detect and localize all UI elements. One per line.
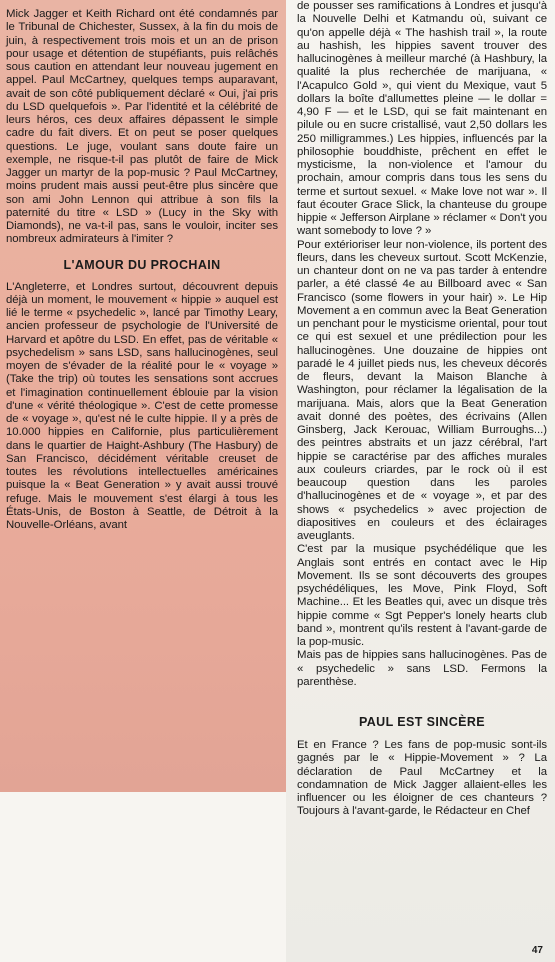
- right-paragraph-parenthese: Mais pas de hippies sans hallucinogènes. Pas de « psychedelic » sans LSD. Fermons la parenthèse.: [297, 649, 547, 688]
- section-heading-paul: PAUL EST SINCÈRE: [358, 715, 486, 729]
- right-column: [286, 0, 555, 962]
- left-paragraph-intro: Mick Jagger et Keith Richard ont été condamnés par le Tribunal de Chichester, Sussex, à la fin du mois de juin, à respectivement trois mois et un an de prison pour usage et détention de stupéfiants, puis relâchés sous caution en attendant leur nouveau jugement en appel. Paul McCartney, quelques temps auparavant, avait de son côté publiquement déclaré « Oui, j'ai pris du LSD quelquefois ». Par l'identité et la célébrité de leurs héros, ces deux affaires dépassent le simple cadre du fait divers. Et on peut se poser quelques questions. Le juge, voulant sans doute faire un exemple, ne risque-t-il pas plutôt de faire de Mick Jagger un martyr de la pop-music ? Paul McCartney, moins prudent mais aussi peut-être plus sincère que son ami John Lennon qui attribue à son fils la paternité du titre « LSD » (Lucy in the Sky with Diamonds), ne va-t-il pas, sans le vouloir, inciter ses nombreux admirateurs à l'imiter ?: [6, 8, 278, 246]
- right-paragraph-non-violence: Pour extérioriser leur non-violence, ils portent des fleurs, dans les cheveux surtout. Scott McKenzie, un chanteur dont on ne va pas tarder à entendre parler, a été classé 4e au Billboard avec « San Francisco (some flowers in your hair) ». Le Hip Movement a en commun avec la Beat Generation un penchant pour le mysticisme oriental, pour tout ce qui est sexuel et une prédilection pour les hallucinogènes. Une douzaine de hippies ont paradé le 4 juillet pieds nus, les cheveux décorés de fleurs, devant la Maison Blanche à Washington, pour réclamer la légalisation de la marijuana. Mais, alors que la Beat Generation avait donné des poètes, des écrivains (Allen Ginsberg, Jack Kerouac, William Burroughs...) des peintres abstraits et un jazz cérébral, l'art hippie se caractérise par des affiches murales aux couleurs criardes, par le rock où il est beaucoup question dans les paroles d'hallucinogènes et de « voyage », et par des shows « psychedelics » avec projection de diapositives en couleurs et des éclairages aveuglants.: [297, 238, 547, 542]
- right-paragraph-musique: C'est par la musique psychédélique que les Anglais sont entrés en contact avec le Hip Movement. Ils se sont découverts des groupes psychédéliques, les Move, Pink Floyd, Soft Machine... Et les Beatles qui, avec un disque très hippie comme « Sgt Pepper's lonely hearts club band », montrent qu'ils restent à l'avant-garde de la pop-music.: [297, 543, 547, 648]
- left-blank-area: [0, 792, 286, 962]
- left-paragraph-angleterre: L'Angleterre, et Londres surtout, découvrent depuis déjà un moment, le mouvement « hippie » auquel est lié le terme « psychedelic », lancé par Timothy Leary, ancien professeur de psychologie de l'Université de Harvard et apôtre du LSD. En effet, pas de véritable « psychedelism » sans LSD, sans hallucinogènes, seul moyen de s'évader de la réalité pour le « voyage » (Take the trip) où toutes les sensations sont accrues et l'imagination continuellement éblouie par la vision d'une « vérité théologique ». C'est de cette promesse de « voyage », qu'est né le culte hippie. Il y a près de 10.000 hippies en Californie, plus particulièrement dans le quartier de Haight-Ashbury (The Hasbury) de San Francisco, décidément véritable creuset de toutes les révolutions intellectuelles américaines puisque la « Beat Generation » y avait aussi trouvé refuge. Mais le mouvement s'est élargi à tous les États-Unis, de Boston à Seattle, de Détroit à la Nouvelle-Orléans, avant: [6, 280, 278, 531]
- section-heading-amour: L'AMOUR DU PROCHAIN: [63, 257, 221, 272]
- right-paragraph-france: Et en France ? Les fans de pop-music sont-ils gagnés par le « Hippie-Movement » ? La déclaration de Paul McCartney et la condamnation de Mick Jagger allaient-elles les influencer ou les éloigner de ces chanteurs ? Toujours à l'avant-garde, le Rédacteur en Chef: [297, 739, 547, 818]
- left-column: [0, 0, 286, 792]
- page-number: 47: [531, 945, 543, 956]
- right-paragraph-ramifications: de pousser ses ramifications à Londres et jusqu'à la Nouvelle Delhi et Katmandu où, suivant ce qu'on appelle déjà « The hashish trail », la route au hashish, les hippies savent trouver des hallucinogènes à meilleur marché (à Hashbury, la qualité la plus recherchée de marijuana, « l'Acapulco Gold », qui vient du Mexique, vaut 5 dollars la boîte d'allumettes pleine — le dollar = 4,90 F — et le LSD, qui se fait maintenant en pilule ou en sucre cristallisé, vaut 2,50 dollars les 250 milligrammes.) Les hippies, influencés par la philosophie bouddhiste, prêchent en effet le mysticisme, la non-violence et l'amour du prochain, amour compris dans tous les sens du terme et surtout sexuel. « Make love not war ». Il faut écouter Grace Slick, la chanteuse du groupe hippie « Jefferson Airplane » réclamer « Don't you want somebody to love ? »: [297, 0, 547, 238]
